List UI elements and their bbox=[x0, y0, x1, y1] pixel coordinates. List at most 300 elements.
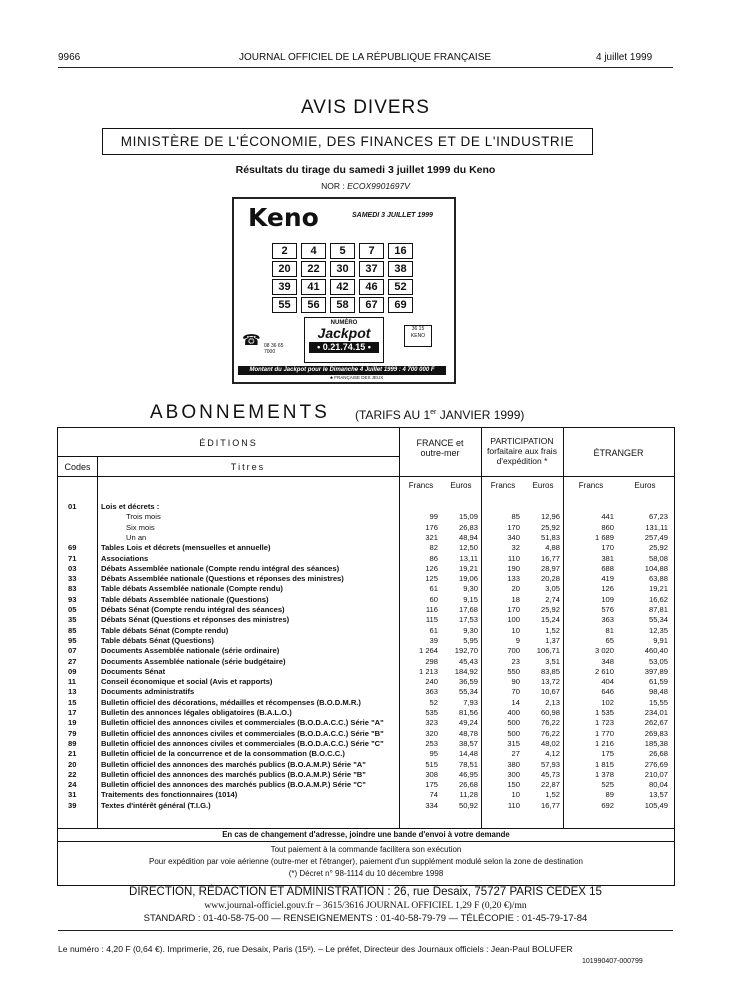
row-value: 10 bbox=[511, 625, 520, 635]
row-value: 700 bbox=[507, 646, 520, 656]
row-value: 308 bbox=[425, 769, 438, 779]
row-value: 131,11 bbox=[645, 522, 668, 532]
keno-number: 5 bbox=[330, 243, 355, 259]
clover-icon: ♣ bbox=[330, 375, 333, 380]
row-value: 22,87 bbox=[540, 780, 560, 790]
sub-col-header: Francs bbox=[408, 481, 434, 490]
row-value: 14,48 bbox=[458, 749, 478, 759]
row-title: Bulletin officiel des annonces des marchés publics (B.O.A.M.P.) Série "B" bbox=[101, 769, 366, 779]
row-title: Associations bbox=[101, 553, 149, 563]
keno-number: 58 bbox=[330, 297, 355, 313]
row-value: 45,43 bbox=[458, 656, 478, 666]
row-value: 321 bbox=[425, 532, 438, 542]
row-value: 576 bbox=[601, 605, 614, 614]
row-value: 176 bbox=[425, 522, 438, 532]
row-value: 110 bbox=[507, 553, 520, 563]
row-value: 28,97 bbox=[540, 563, 560, 573]
row-value: 190 bbox=[507, 563, 520, 573]
row-value: 126 bbox=[425, 563, 438, 573]
row-value: 170 bbox=[507, 605, 520, 614]
row-value: 116 bbox=[425, 605, 438, 614]
row-title: Débats Sénat (Compte rendu intégral des séances) bbox=[101, 605, 285, 614]
row-value: 515 bbox=[425, 759, 438, 769]
row-value: 9,30 bbox=[463, 584, 478, 594]
row-value: 2,74 bbox=[545, 594, 560, 604]
direction-address: DIRECTION, RÉDACTION ET ADMINISTRATION : 26, rue Desaix, 75727 PARIS CEDEX 15 bbox=[129, 886, 602, 898]
table-row bbox=[58, 646, 674, 656]
row-value: 363 bbox=[425, 687, 438, 697]
subtitle-pre: (TARIFS AU 1 bbox=[355, 408, 431, 422]
row-value: 692 bbox=[601, 800, 614, 810]
row-value: 61,59 bbox=[648, 677, 668, 687]
phone-line: STANDARD : 01-40-58-75-00 — RENSEIGNEMENTS : 01-40-58-79-79 — TÉLÉCOPIE : 01-45-79-17-84 bbox=[143, 913, 588, 924]
row-value: 3 020 bbox=[594, 646, 614, 656]
row-value: 27 bbox=[511, 749, 520, 759]
row-value: 3,05 bbox=[545, 584, 560, 594]
row-value: 12,96 bbox=[540, 512, 560, 522]
row-value: 315 bbox=[507, 738, 520, 748]
row-value: 60 bbox=[429, 594, 438, 604]
row-value: 48,94 bbox=[458, 532, 478, 542]
row-value: 441 bbox=[601, 512, 614, 522]
row-value: 1 216 bbox=[594, 738, 614, 748]
keno-number: 30 bbox=[330, 261, 355, 277]
row-value: 70 bbox=[511, 687, 520, 697]
row-value: 184,92 bbox=[454, 666, 478, 676]
row-value: 525 bbox=[601, 780, 614, 790]
row-value: 9,91 bbox=[653, 635, 668, 645]
row-value: 15,09 bbox=[458, 512, 478, 522]
row-value: 9,15 bbox=[463, 594, 478, 604]
row-code: 09 bbox=[68, 666, 77, 676]
row-title: Six mois bbox=[126, 522, 155, 532]
row-value: 50,92 bbox=[458, 800, 478, 810]
row-code: 24 bbox=[68, 780, 77, 790]
row-code: 31 bbox=[68, 790, 77, 800]
row-value: 12,50 bbox=[458, 543, 478, 553]
keno-number: 20 bbox=[272, 261, 297, 277]
airmail-note: Pour expédition par voie aérienne (outre-mer et l'étranger), paiement d'un supplément modulé selon la zone de destination bbox=[149, 857, 583, 866]
table-row bbox=[58, 718, 674, 728]
col-france: FRANCE et outre-mer bbox=[416, 438, 464, 458]
row-value: 87,81 bbox=[648, 605, 668, 614]
row-title: Documents Assemblée nationale (série budgétaire) bbox=[101, 656, 286, 666]
row-title: Bulletin officiel des annonces civiles et commerciales (B.O.D.A.C.C.) Série "B" bbox=[101, 728, 384, 738]
row-title: Traitements des fonctionnaires (1014) bbox=[101, 790, 238, 800]
row-value: 210,07 bbox=[644, 769, 668, 779]
row-value: 1 213 bbox=[418, 666, 438, 676]
row-value: 39 bbox=[429, 635, 438, 645]
row-value: 1,52 bbox=[545, 625, 560, 635]
row-code: 22 bbox=[68, 769, 77, 779]
jackpot-number: • 0.21.74.15 • bbox=[309, 342, 379, 353]
table-row bbox=[58, 523, 674, 533]
row-code: 01 bbox=[68, 502, 77, 511]
table-row bbox=[58, 687, 674, 697]
row-value: 102 bbox=[601, 697, 614, 707]
row-title: Table débats Assemblée nationale (Questions) bbox=[101, 594, 269, 604]
keno-number: 37 bbox=[359, 261, 384, 277]
row-code: 19 bbox=[68, 718, 77, 728]
row-code: 21 bbox=[68, 749, 77, 759]
table-row bbox=[58, 595, 674, 605]
row-value: 15,24 bbox=[540, 615, 560, 625]
keno-number: 16 bbox=[388, 243, 413, 259]
row-value: 2 610 bbox=[594, 666, 614, 676]
keno-number: 42 bbox=[330, 279, 355, 295]
keno-number: 46 bbox=[359, 279, 384, 295]
col-codes: Codes bbox=[64, 462, 91, 472]
row-value: 48,78 bbox=[458, 728, 478, 738]
col-participation: PARTICIPATION forfaitaire aux frais d'expédition * bbox=[487, 436, 557, 466]
row-value: 16,77 bbox=[540, 553, 560, 563]
col-etranger: ÉTRANGER bbox=[593, 448, 644, 458]
fdj-brand bbox=[330, 375, 383, 380]
phone-icon: ☎ bbox=[242, 332, 261, 349]
row-value: 10,67 bbox=[540, 687, 560, 697]
jackpot-amount-banner: Montant du Jackpot pour le Dimanche 4 Juillet 1999 : 4 700 000 F bbox=[238, 366, 446, 375]
keno-number: 41 bbox=[301, 279, 326, 295]
row-value: 115 bbox=[425, 615, 438, 625]
section-title: AVIS DIVERS bbox=[301, 97, 430, 118]
row-value: 52 bbox=[429, 697, 438, 707]
table-row bbox=[58, 574, 674, 584]
keno-number: 56 bbox=[301, 297, 326, 313]
row-value: 535 bbox=[425, 708, 438, 717]
row-value: 1 264 bbox=[418, 646, 438, 656]
table-row bbox=[58, 605, 674, 615]
row-value: 95 bbox=[429, 749, 438, 759]
row-value: 19,21 bbox=[648, 584, 668, 594]
row-value: 4,12 bbox=[545, 749, 560, 759]
row-title: Tables Lois et décrets (mensuelles et annuelle) bbox=[101, 543, 271, 553]
abonnements-subtitle bbox=[355, 408, 524, 422]
row-value: 104,88 bbox=[644, 563, 668, 573]
row-value: 4,88 bbox=[545, 543, 560, 553]
row-title: Bulletin officiel des annonces civiles et commerciales (B.O.D.A.C.C.) Série "A" bbox=[101, 718, 384, 728]
row-value: 100 bbox=[507, 615, 520, 625]
row-title: Table débats Assemblée nationale (Compte rendu) bbox=[101, 584, 283, 594]
row-value: 7,93 bbox=[463, 697, 478, 707]
table-row bbox=[58, 543, 674, 553]
row-value: 80,04 bbox=[648, 780, 668, 790]
row-value: 257,49 bbox=[644, 532, 668, 542]
row-title: Débats Assemblée nationale (Questions et réponses des ministres) bbox=[101, 574, 344, 584]
row-code: 35 bbox=[68, 615, 77, 625]
row-value: 175 bbox=[601, 749, 614, 759]
row-code: 39 bbox=[68, 800, 77, 810]
row-value: 276,69 bbox=[644, 759, 668, 769]
row-value: 26,68 bbox=[458, 780, 478, 790]
row-title: Bulletin des annonces légales obligatoires (B.A.L.O.) bbox=[101, 708, 292, 717]
table-row bbox=[58, 615, 674, 625]
row-value: 646 bbox=[601, 687, 614, 697]
row-value: 57,93 bbox=[540, 759, 560, 769]
row-value: 48,02 bbox=[540, 738, 560, 748]
row-value: 86 bbox=[429, 553, 438, 563]
row-value: 323 bbox=[425, 718, 438, 728]
row-value: 11,28 bbox=[459, 790, 478, 800]
row-value: 500 bbox=[507, 718, 520, 728]
row-value: 81,56 bbox=[458, 708, 478, 717]
table-row bbox=[58, 554, 674, 564]
table-row bbox=[58, 780, 674, 790]
row-value: 150 bbox=[507, 780, 520, 790]
row-value: 82 bbox=[429, 543, 438, 553]
row-value: 76,22 bbox=[540, 718, 560, 728]
row-title: Table débats Sénat (Compte rendu) bbox=[101, 625, 229, 635]
sub-col-header: Francs bbox=[578, 481, 604, 490]
jackpot-label: NUMÉRO bbox=[330, 320, 358, 326]
table-row bbox=[58, 667, 674, 677]
row-value: 126 bbox=[601, 584, 614, 594]
row-value: 76,22 bbox=[540, 728, 560, 738]
sub-col-header: Euros bbox=[634, 481, 656, 490]
col-titres: Titres bbox=[230, 462, 266, 472]
row-value: 32 bbox=[511, 543, 520, 553]
phone-number: 08 36 65 7000 bbox=[264, 343, 284, 355]
row-value: 400 bbox=[507, 708, 520, 717]
row-code: 93 bbox=[68, 594, 77, 604]
row-value: 19,21 bbox=[458, 563, 478, 573]
row-value: 61 bbox=[429, 625, 438, 635]
row-value: 300 bbox=[507, 769, 520, 779]
journal-title: JOURNAL OFFICIEL DE LA RÉPUBLIQUE FRANÇAISE bbox=[238, 52, 492, 63]
row-code: 20 bbox=[68, 759, 77, 769]
keno-number: 2 bbox=[272, 243, 297, 259]
row-value: 78,51 bbox=[458, 759, 478, 769]
row-value: 46,95 bbox=[458, 769, 478, 779]
row-value: 105,49 bbox=[644, 800, 668, 810]
row-value: 25,92 bbox=[540, 605, 560, 614]
row-value: 15,55 bbox=[648, 697, 668, 707]
row-code: 79 bbox=[68, 728, 77, 738]
row-value: 1,37 bbox=[545, 635, 560, 645]
row-value: 20 bbox=[511, 584, 520, 594]
row-value: 9,30 bbox=[463, 625, 478, 635]
row-value: 99 bbox=[429, 512, 438, 522]
row-value: 19,06 bbox=[458, 574, 478, 584]
table-row bbox=[58, 749, 674, 759]
minitel-code: 36 15 KENO bbox=[410, 326, 426, 339]
row-value: 363 bbox=[601, 615, 614, 625]
row-value: 26,83 bbox=[458, 522, 478, 532]
table-row bbox=[58, 790, 674, 800]
row-value: 36,59 bbox=[458, 677, 478, 687]
table-row bbox=[58, 739, 674, 749]
row-value: 14 bbox=[511, 697, 520, 707]
row-value: 500 bbox=[507, 728, 520, 738]
table-row bbox=[58, 584, 674, 594]
row-value: 1 770 bbox=[594, 728, 614, 738]
jackpot-box bbox=[304, 317, 384, 363]
row-value: 334 bbox=[425, 800, 438, 810]
sub-col-header: Euros bbox=[450, 481, 472, 490]
table-row bbox=[58, 533, 674, 543]
row-code: 17 bbox=[68, 708, 77, 717]
row-value: 1 689 bbox=[594, 532, 614, 542]
row-value: 16,62 bbox=[648, 594, 668, 604]
row-value: 5,95 bbox=[463, 635, 478, 645]
row-value: 65 bbox=[605, 635, 614, 645]
print-reference: 101990407-000799 bbox=[582, 958, 643, 965]
row-value: 98,48 bbox=[648, 687, 668, 697]
row-value: 17,68 bbox=[458, 605, 478, 614]
row-code: 89 bbox=[68, 738, 77, 748]
row-title: Bulletin officiel des annonces des marchés publics (B.O.A.M.P.) Série "C" bbox=[101, 780, 366, 790]
row-value: 51,83 bbox=[540, 532, 560, 542]
payment-note: Tout paiement à la commande facilitera son exécution bbox=[270, 845, 462, 854]
row-code: 83 bbox=[68, 584, 77, 594]
row-code: 33 bbox=[68, 574, 77, 584]
row-value: 61 bbox=[429, 584, 438, 594]
sub-col-header: Euros bbox=[532, 481, 554, 490]
sub-col-header: Francs bbox=[490, 481, 516, 490]
row-value: 460,40 bbox=[644, 646, 668, 656]
row-value: 89 bbox=[605, 790, 614, 800]
row-code: 05 bbox=[68, 605, 77, 614]
row-value: 298 bbox=[425, 656, 438, 666]
row-value: 18 bbox=[511, 594, 520, 604]
row-value: 170 bbox=[507, 522, 520, 532]
row-code: 69 bbox=[68, 543, 77, 553]
table-row bbox=[58, 698, 674, 708]
row-value: 20,28 bbox=[540, 574, 560, 584]
row-value: 55,34 bbox=[648, 615, 668, 625]
row-value: 13,11 bbox=[459, 553, 478, 563]
row-code: 11 bbox=[68, 677, 77, 687]
row-value: 10 bbox=[511, 790, 520, 800]
row-value: 380 bbox=[507, 759, 520, 769]
row-value: 1,52 bbox=[545, 790, 560, 800]
table-row bbox=[58, 502, 674, 512]
keno-logo: Keno bbox=[248, 203, 319, 232]
row-value: 340 bbox=[507, 532, 520, 542]
row-value: 175 bbox=[425, 780, 438, 790]
row-value: 83,85 bbox=[540, 666, 560, 676]
row-code: 15 bbox=[68, 697, 77, 707]
row-title: Documents administratifs bbox=[101, 687, 195, 697]
row-value: 45,73 bbox=[540, 769, 560, 779]
row-value: 1 535 bbox=[594, 708, 614, 717]
row-value: 419 bbox=[601, 574, 614, 584]
table-row bbox=[58, 770, 674, 780]
row-value: 63,88 bbox=[648, 574, 668, 584]
row-title: Bulletin officiel des annonces des marchés publics (B.O.A.M.P.) Série "A" bbox=[101, 759, 366, 769]
keno-number: 39 bbox=[272, 279, 297, 295]
row-value: 125 bbox=[425, 574, 438, 584]
keno-number: 69 bbox=[388, 297, 413, 313]
fdj-brand-text: FRANÇAISE DES JEUX bbox=[334, 375, 384, 380]
row-title: Débats Assemblée nationale (Compte rendu intégral des séances) bbox=[101, 563, 340, 573]
row-value: 253 bbox=[425, 738, 438, 748]
table-row bbox=[58, 801, 674, 811]
row-code: 03 bbox=[68, 563, 77, 573]
table-row bbox=[58, 708, 674, 718]
keno-number: 22 bbox=[301, 261, 326, 277]
row-value: 13,72 bbox=[540, 677, 560, 687]
row-value: 106,71 bbox=[536, 646, 560, 656]
row-code: 95 bbox=[68, 635, 77, 645]
keno-number: 7 bbox=[359, 243, 384, 259]
row-title: Bulletin officiel des annonces civiles et commerciales (B.O.D.A.C.C.) Série "C" bbox=[101, 738, 384, 748]
row-code: 13 bbox=[68, 687, 77, 697]
table-row bbox=[58, 636, 674, 646]
row-value: 25,92 bbox=[540, 522, 560, 532]
row-title: Lois et décrets : bbox=[101, 502, 160, 511]
subtitle-post: JANVIER 1999) bbox=[436, 408, 525, 422]
row-value: 133 bbox=[507, 574, 520, 584]
row-title: Trois mois bbox=[126, 512, 161, 522]
keno-date: SAMEDI 3 JUILLET 1999 bbox=[352, 212, 433, 219]
row-value: 185,38 bbox=[644, 738, 668, 748]
subtitle-sup: er bbox=[430, 409, 437, 416]
row-code: 71 bbox=[68, 553, 77, 563]
jackpot-word: Jackpot bbox=[317, 325, 371, 341]
row-code: 27 bbox=[68, 656, 77, 666]
row-value: 60,98 bbox=[540, 708, 560, 717]
table-row bbox=[58, 760, 674, 770]
row-value: 2,13 bbox=[545, 697, 560, 707]
table-row bbox=[58, 512, 674, 522]
row-value: 25,92 bbox=[648, 543, 668, 553]
keno-number: 55 bbox=[272, 297, 297, 313]
website-line: www.journal-officiel.gouv.fr – 3615/3616 JOURNAL OFFICIEL 1,29 F (0,20 €)/mn bbox=[204, 901, 527, 911]
row-value: 49,24 bbox=[458, 718, 478, 728]
row-value: 262,67 bbox=[644, 718, 668, 728]
row-title: Table débats Sénat (Questions) bbox=[101, 635, 214, 645]
row-value: 58,08 bbox=[648, 553, 668, 563]
row-title: Conseil économique et social (Avis et rapports) bbox=[101, 677, 273, 687]
row-value: 3,51 bbox=[545, 656, 560, 666]
row-title: Documents Assemblée nationale (série ordinaire) bbox=[101, 646, 280, 656]
keno-number: 38 bbox=[388, 261, 413, 277]
row-title: Textes d'intérêt général (T.I.G.) bbox=[101, 800, 211, 810]
row-value: 234,01 bbox=[644, 708, 668, 717]
minitel-icon bbox=[404, 325, 432, 347]
ministry-banner: MINISTÈRE DE L'ÉCONOMIE, DES FINANCES ET DE L'INDUSTRIE bbox=[102, 128, 593, 155]
nor-label: NOR : bbox=[321, 181, 345, 191]
row-value: 688 bbox=[601, 563, 614, 573]
row-value: 1 723 bbox=[594, 718, 614, 728]
row-value: 397,89 bbox=[644, 666, 668, 676]
row-value: 550 bbox=[507, 666, 520, 676]
row-value: 348 bbox=[601, 656, 614, 666]
row-value: 26,68 bbox=[648, 749, 668, 759]
abonnements-title: ABONNEMENTS bbox=[150, 402, 330, 423]
row-value: 1 378 bbox=[594, 769, 614, 779]
decree-note: (*) Décret n° 98-1114 du 10 décembre 1998 bbox=[288, 869, 444, 878]
keno-number: 67 bbox=[359, 297, 384, 313]
row-value: 12,35 bbox=[648, 625, 668, 635]
issue-price-line: Le numéro : 4,20 F (0,64 €). Imprimerie, 26, rue Desaix, Paris (15ᵉ). – Le préfet, Directeur des Journaux officiels : Jean-Paul BOLUFER bbox=[58, 944, 573, 954]
row-value: 269,83 bbox=[644, 728, 668, 738]
nor-line bbox=[0, 181, 731, 191]
row-code: 07 bbox=[68, 646, 77, 656]
row-value: 53,05 bbox=[648, 656, 668, 666]
row-value: 17,53 bbox=[458, 615, 478, 625]
row-value: 13,57 bbox=[648, 790, 668, 800]
row-value: 67,23 bbox=[648, 512, 668, 522]
keno-number: 4 bbox=[301, 243, 326, 259]
row-value: 23 bbox=[511, 656, 520, 666]
header-rule bbox=[58, 67, 673, 68]
tariff-table bbox=[57, 427, 675, 886]
keno-ticket bbox=[232, 197, 456, 384]
row-value: 240 bbox=[425, 677, 438, 687]
row-title: Un an bbox=[126, 532, 147, 542]
row-value: 85 bbox=[511, 512, 520, 522]
